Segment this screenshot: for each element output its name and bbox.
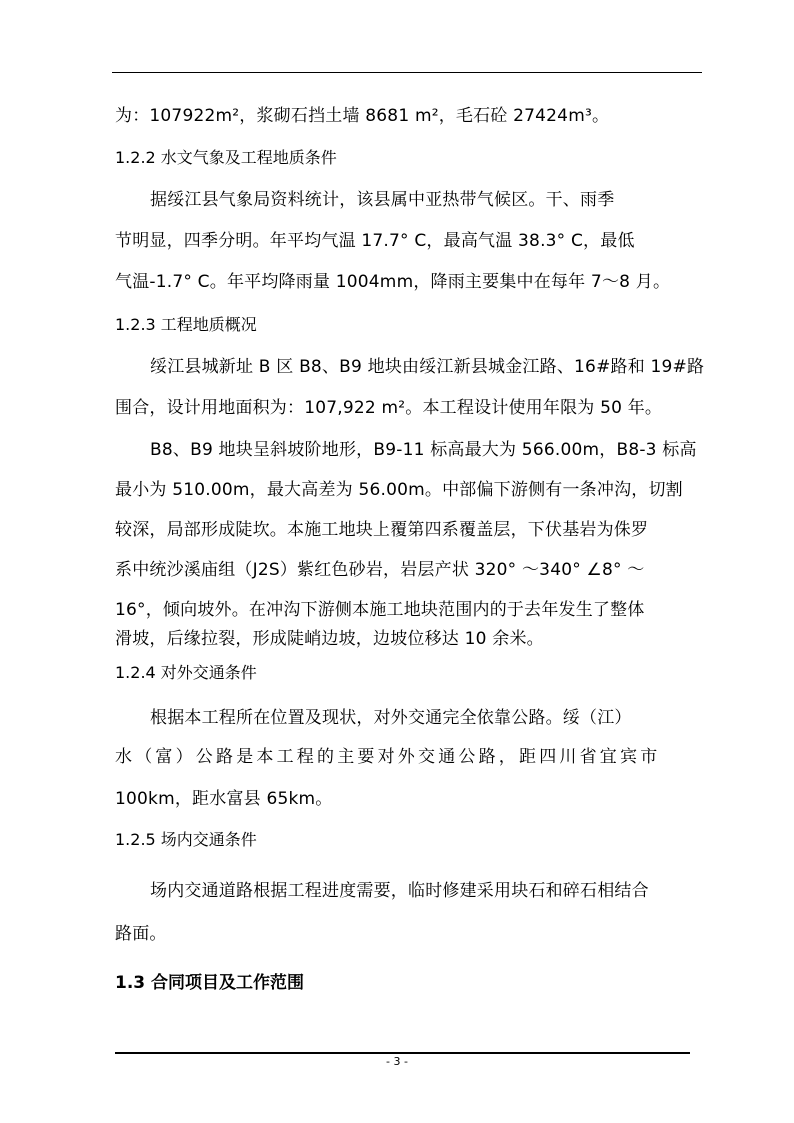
- section-heading-1-3: 1.3 合同项目及工作范围: [115, 973, 305, 993]
- section-heading-1-2-5: 1.2.5 场内交通条件: [115, 830, 257, 849]
- paragraph-line: 较深，局部形成陡坎。本施工地块上覆第四系覆盖层，下伏基岩为侏罗: [115, 520, 649, 540]
- paragraph-line: B8、B9 地块呈斜坡阶地形，B9-11 标高最大为 566.00m，B8-3 标高: [150, 440, 697, 460]
- paragraph-line: 据绥江县气象局资料统计，该县属中亚热带气候区。干、雨季: [150, 190, 615, 210]
- section-heading-1-2-2: 1.2.2 水文气象及工程地质条件: [115, 148, 337, 167]
- page-number: - 3 -: [386, 1055, 408, 1068]
- section-heading-1-2-3: 1.2.3 工程地质概况: [115, 315, 257, 334]
- paragraph-line: 滑坡，后缘拉裂，形成陡峭边坡，边坡位移达 10 余米。: [115, 629, 544, 649]
- paragraph-line: 水（富）公路是本工程的主要对外交通公路，距四川省宜宾市: [115, 747, 661, 767]
- paragraph-line: 气温-1.7° C。年平均降雨量 1004mm，降雨主要集中在每年 7～8 月。: [115, 272, 671, 292]
- paragraph-line: 最小为 510.00m，最大高差为 56.00m。中部偏下游侧有一条冲沟，切割: [115, 480, 683, 500]
- footer-rule: [115, 1052, 690, 1054]
- paragraph-line: 场内交通道路根据工程进度需要，临时修建采用块石和碎石相结合: [150, 881, 649, 901]
- paragraph-line: 100km，距水富县 65km。: [115, 789, 333, 809]
- paragraph-line: 绥江县城新址 B 区 B8、B9 地块由绥江新县城金江路、16#路和 19#路: [150, 357, 705, 377]
- section-heading-1-2-4: 1.2.4 对外交通条件: [115, 663, 257, 682]
- paragraph-line: 为：107922m²，浆砌石挡土墙 8681 m²，毛石砼 27424m³。: [115, 106, 610, 126]
- paragraph-line: 路面。: [115, 924, 167, 944]
- paragraph-line: 系中统沙溪庙组（J2S）紫红色砂岩，岩层产状 320° ～340° ∠8° ～: [115, 560, 645, 580]
- paragraph-line: 节明显，四季分明。年平均气温 17.7° C，最高气温 38.3° C，最低: [115, 231, 635, 251]
- paragraph-line: 围合，设计用地面积为：107,922 m²。本工程设计使用年限为 50 年。: [115, 398, 663, 418]
- header-rule: [112, 72, 702, 73]
- paragraph-line: 根据本工程所在位置及现状，对外交通完全依靠公路。绥（江）: [150, 708, 632, 728]
- paragraph-line: 16°，倾向坡外。在冲沟下游侧本施工地块范围内的于去年发生了整体: [115, 600, 645, 620]
